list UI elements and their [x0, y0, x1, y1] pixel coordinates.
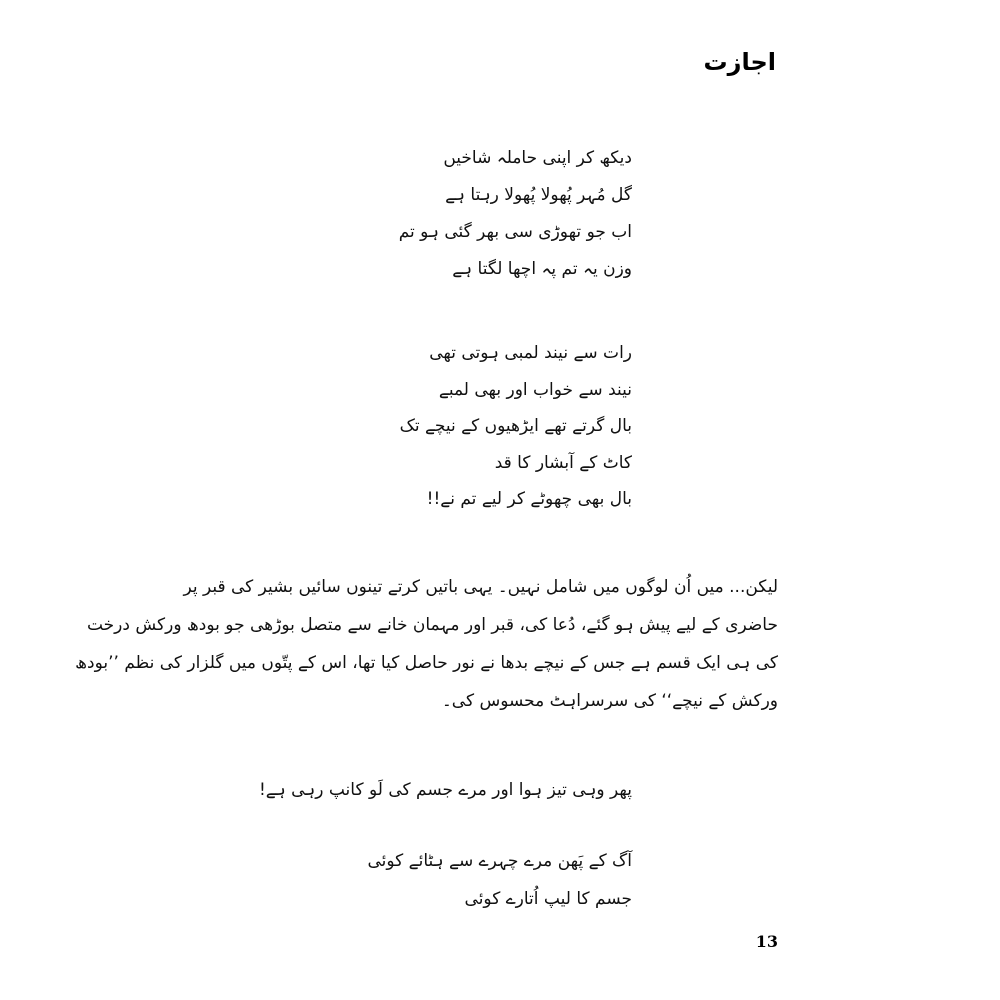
title-logo: اجازت — [703, 48, 776, 76]
poem-line: بال بھی چھوٹے کر لیے تم نے!! — [426, 489, 632, 509]
poem-line: رات سے نیند لمبی ہوتی تھی — [429, 343, 632, 363]
poem-line: بال گرتے تھے ایڑھیوں کے نیچے تک — [399, 416, 632, 436]
poem-line: اب جو تھوڑی سی بھر گئی ہو تم — [398, 222, 632, 242]
poem-stanza-2 — [400, 335, 632, 518]
poem-line: جسم کا لیپ اُتارے کوئی — [464, 889, 632, 909]
poem-line: آگ کے پَھن مرے چہرے سے ہٹائے کوئی — [367, 851, 632, 871]
prose-line: ورکش کے نیچے‘‘ کی سرسراہٹ محسوس کی۔ — [441, 691, 778, 711]
prose-line: لیکن... میں اُن لوگوں میں شامل نہیں۔ یہی باتیں کرتے تینوں سائیں بشیر کی قبر پر — [183, 577, 778, 597]
poem-line: نیند سے خواب اور بھی لمبے — [438, 379, 632, 400]
poem-line: وزن یہ تم پہ اچھا لگتا ہے — [452, 259, 632, 279]
prose-line: حاضری کے لیے پیش ہو گئے، دُعا کی، قبر اور مہمان خانے سے متصل بوڑھی جو بودھ ورکش درخت — [86, 615, 778, 635]
poem-line: دیکھ کر اپنی حاملہ شاخیں — [443, 148, 632, 168]
poem-line: کاٹ کے آبشار کا قد — [494, 452, 632, 473]
poem-line: گل مُہر پُھولا پُھولا رہتا ہے — [445, 185, 632, 205]
poem-stanza-3 — [367, 842, 632, 918]
prose-line: کی ہی ایک قسم ہے جس کے نیچے بدھا نے نور حاصل کیا تھا، اس کے پتّوں میں گلزار کی نظم ’’بودھ — [75, 653, 778, 673]
verse-single-line: پھر وہی تیز ہوا اور مرے جسم کی لَو کانپ رہی ہے! — [258, 780, 632, 800]
poem-stanza-1 — [399, 140, 632, 288]
page-number: 13 — [755, 932, 778, 951]
prose-paragraph — [75, 568, 778, 720]
